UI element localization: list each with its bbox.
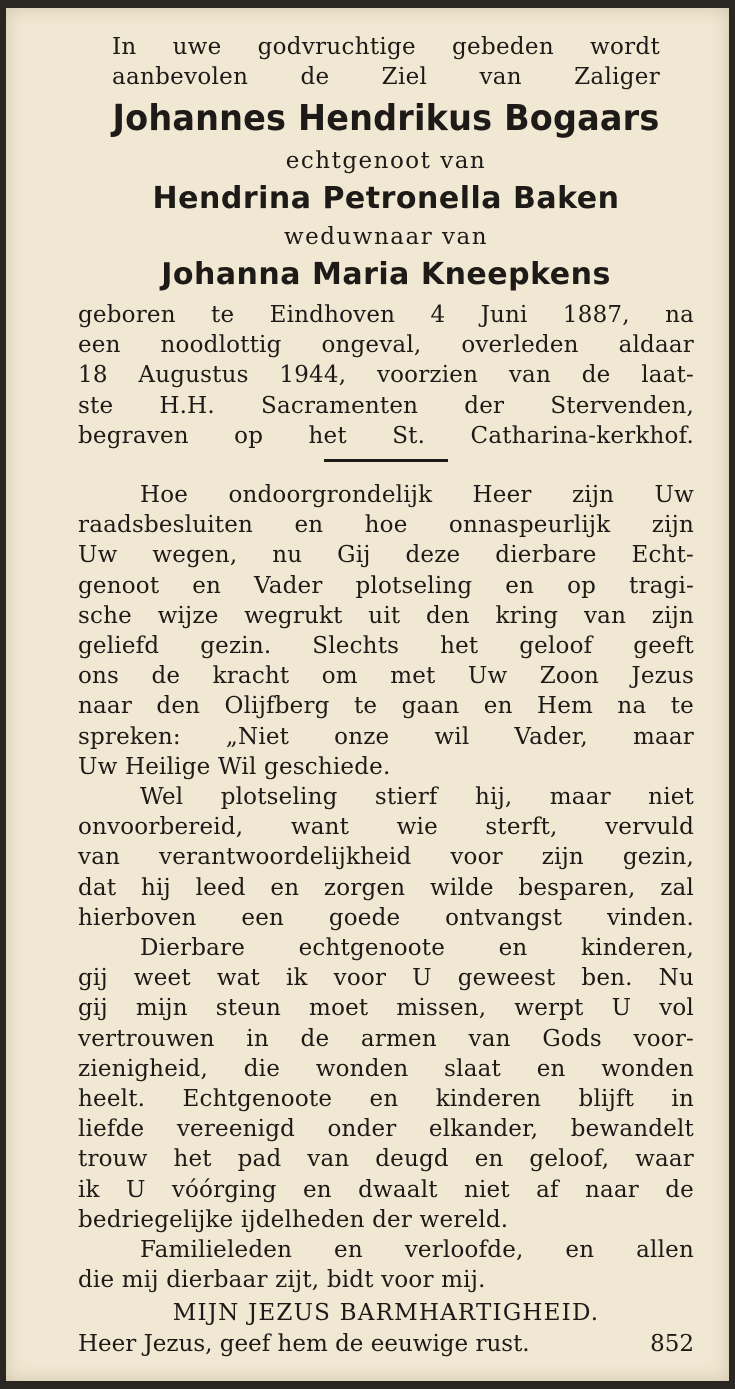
bio-line: 18 Augustus 1944, voorzien van de laat- (78, 362, 694, 389)
paragraph-1 (78, 480, 694, 782)
bio-line: ste H.H. Sacramenten der Stervenden, (78, 392, 694, 419)
text-line: Familieleden en verloofde, en allen (140, 1237, 694, 1264)
text-line: Dierbare echtgenoote en kinderen, (140, 935, 694, 962)
paragraph-4 (78, 1235, 694, 1295)
text-line: gij weet wat ik voor U geweest ben. Nu (78, 965, 694, 992)
text-line: Uw wegen, nu Gij deze dierbare Echt- (78, 542, 694, 569)
text-line: genoot en Vader plotseling en op tragi- (78, 572, 694, 599)
text-line: spreken: „Niet onze wil Vader, maar (78, 723, 694, 750)
text-line: Hoe ondoorgrondelijk Heer zijn Uw (140, 482, 694, 509)
text-line: ons de kracht om met Uw Zoon Jezus (78, 663, 694, 690)
text-line: gij mijn steun moet missen, werpt U vol (78, 995, 694, 1022)
card-number: 852 (650, 1330, 694, 1357)
biography (78, 300, 694, 451)
intro-line: In uwe godvruchtige gebeden wordt (112, 34, 660, 60)
card-content (78, 32, 694, 1360)
bio-line: een noodlottig ongeval, overleden aldaar (78, 332, 694, 359)
text-line: naar den Olijfberg te gaan en Hem na te (78, 693, 694, 720)
late-spouse-name: Johanna Maria Kneepkens (161, 257, 611, 292)
divider (324, 459, 448, 462)
text-line: onvoorbereid, want wie sterft, vervuld (78, 814, 694, 841)
text-line: sche wijze wegrukt uit den kring van zijn (78, 602, 694, 629)
text-line: dat hij leed en zorgen wilde besparen, zal (78, 874, 694, 901)
memorial-card (6, 8, 729, 1381)
text-line: liefde vereenigd onder elkander, bewandelt (78, 1116, 694, 1143)
text-line: heelt. Echtgenoote en kinderen blijft in (78, 1086, 694, 1113)
text-line: Wel plotseling stierf hij, maar niet (140, 784, 694, 811)
text-line: hierboven een goede ontvangst vinden. (78, 904, 694, 931)
text-line: zienigheid, die wonden slaat en wonden (78, 1055, 694, 1082)
closing-prayer-row (78, 1328, 694, 1360)
prayer-heading: MIJN JEZUS BARMHARTIGHEID. (172, 1299, 600, 1326)
bio-line: geboren te Eindhoven 4 Juni 1887, na (78, 302, 694, 328)
relation-spouse: echtgenoot van (285, 148, 487, 174)
paragraph-3 (78, 933, 694, 1235)
deceased-name: Johannes Hendrikus Bogaars (112, 98, 660, 139)
text-line: raadsbesluiten en hoe onnaspeurlijk zijn (78, 512, 694, 539)
bio-line: begraven op het St. Catharina-kerkhof. (78, 422, 694, 449)
text-line: Uw Heilige Wil geschiede. (78, 753, 391, 780)
text-line: vertrouwen in de armen van Gods voor- (78, 1025, 694, 1052)
paragraph-2 (78, 782, 694, 933)
closing-prayer: Heer Jezus, geef hem de eeuwige rust. (78, 1330, 530, 1357)
text-line: ik U vóórging en dwaalt niet af naar de (78, 1176, 694, 1203)
text-line: trouw het pad van deugd en geloof, waar (78, 1146, 694, 1173)
text-line: bedriegelijke ijdelheden der wereld. (78, 1206, 509, 1233)
intro-text (78, 32, 694, 92)
text-line: geliefd gezin. Slechts het geloof geeft (78, 633, 694, 660)
text-line: die mij dierbaar zijt, bidt voor mij. (78, 1267, 486, 1294)
text-line: van verantwoordelijkheid voor zijn gezin, (78, 844, 694, 871)
relation-widower: weduwnaar van (283, 224, 489, 250)
intro-line: aanbevolen de Ziel van Zaliger (112, 64, 660, 90)
spouse-name: Hendrina Petronella Baken (152, 181, 620, 216)
